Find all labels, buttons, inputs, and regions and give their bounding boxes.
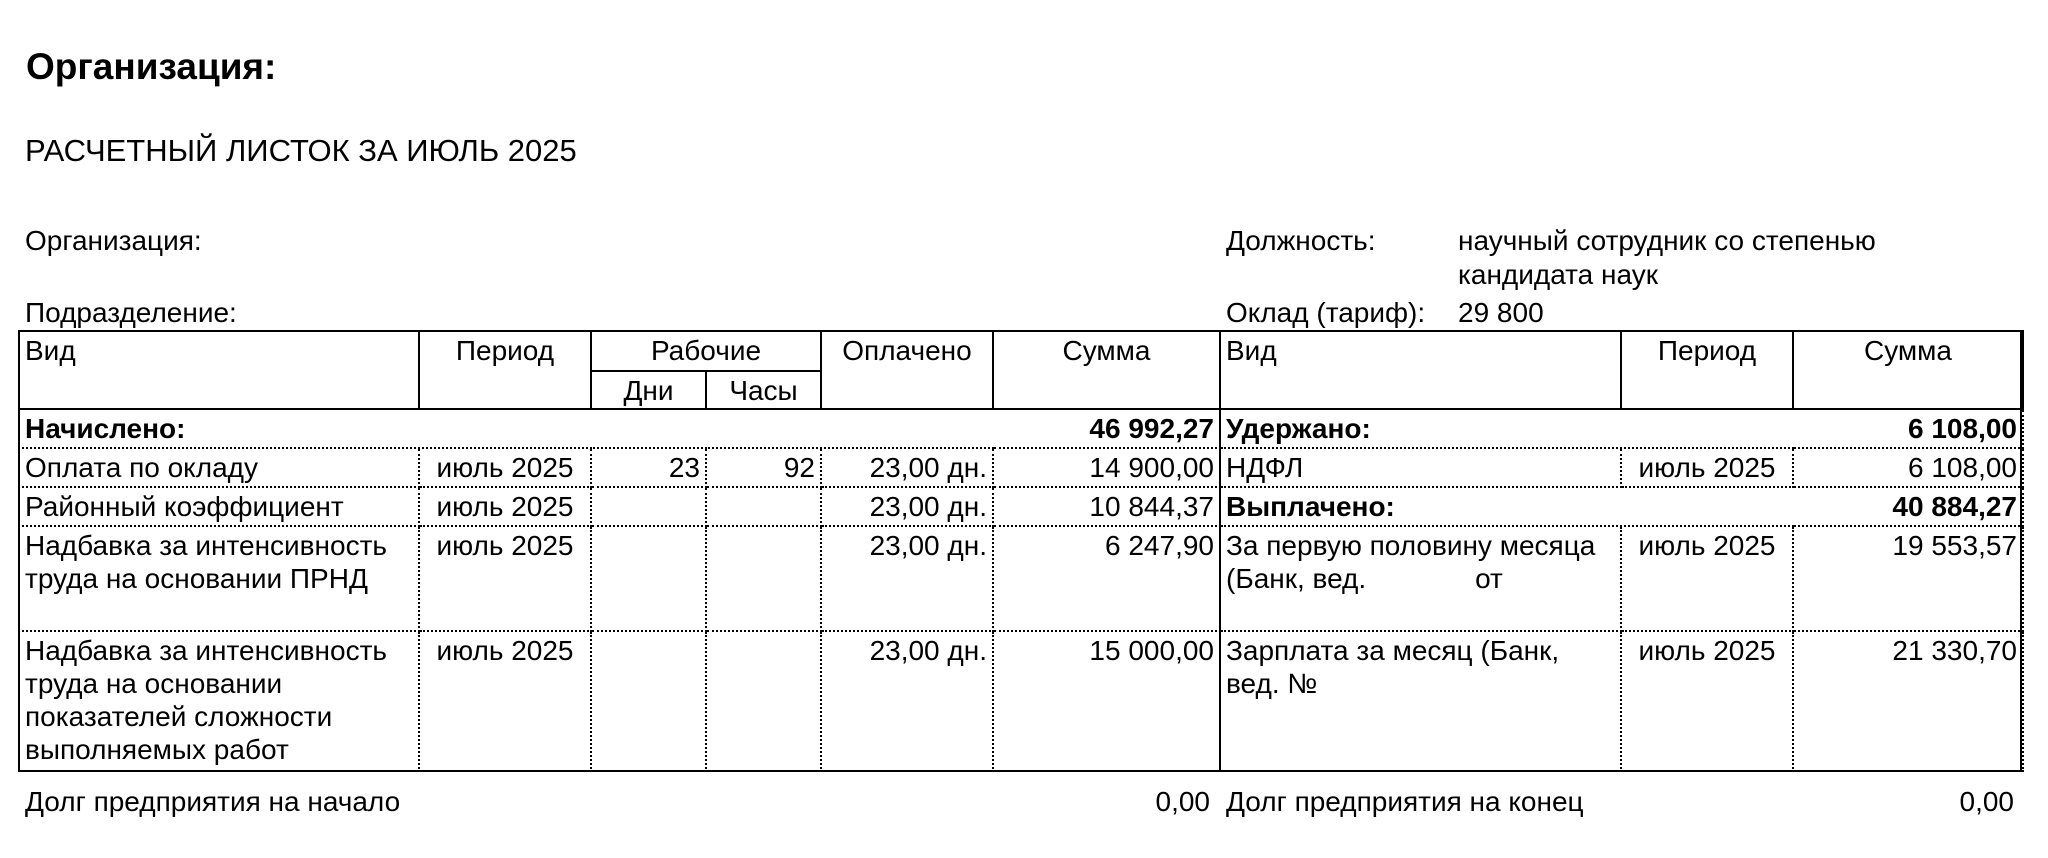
header-summa: Сумма bbox=[993, 331, 1220, 409]
accrual-name: Районный коэффициент bbox=[19, 487, 419, 526]
payment-period: июль 2025 bbox=[1621, 526, 1793, 631]
header-summa-right: Сумма bbox=[1793, 331, 2023, 409]
payment-sum: 21 330,70 bbox=[1793, 631, 2023, 771]
accrual-hours bbox=[706, 487, 821, 526]
payment-sum: 19 553,57 bbox=[1793, 526, 2023, 631]
debt-start-label: Долг предприятия на начало bbox=[25, 786, 401, 817]
payment-name: За первую половину месяца (Банк, вед. от bbox=[1220, 526, 1621, 631]
accrual-days: 23 bbox=[591, 448, 706, 487]
accrual-name: Оплата по окладу bbox=[19, 448, 419, 487]
accrual-sum: 10 844,37 bbox=[993, 487, 1220, 526]
table-row bbox=[19, 526, 2023, 631]
position-value-line2: кандидата наук bbox=[1458, 259, 1659, 290]
debt-start-value: 0,00 bbox=[1155, 786, 1210, 817]
accrual-name: Надбавка за интенсивность труда на основании ПРНД bbox=[19, 526, 419, 631]
salary-label: Оклад (тариф): bbox=[1226, 297, 1426, 328]
position-value-line1: научный сотрудник со степенью bbox=[1458, 225, 1876, 256]
page-title: РАСЧЕТНЫЙ ЛИСТОК ЗА ИЮЛЬ 2025 bbox=[25, 133, 577, 168]
header-period-right: Период bbox=[1621, 331, 1793, 409]
header-period: Период bbox=[419, 331, 591, 409]
document-heading: Организация: bbox=[26, 46, 277, 87]
accrual-period: июль 2025 bbox=[419, 631, 591, 771]
accrual-paid: 23,00 дн. bbox=[821, 448, 993, 487]
accrual-hours: 92 bbox=[706, 448, 821, 487]
debt-end-label: Долг предприятия на конец bbox=[1226, 786, 1584, 817]
paid-label: Выплачено: bbox=[1220, 487, 1793, 526]
accrued-label: Начислено: bbox=[19, 409, 993, 448]
payslip-table bbox=[18, 330, 2024, 772]
accrual-period: июль 2025 bbox=[419, 526, 591, 631]
accrual-paid: 23,00 дн. bbox=[821, 631, 993, 771]
header-dni: Дни bbox=[591, 371, 706, 409]
debt-end-value: 0,00 bbox=[1959, 786, 2014, 817]
position-label: Должность: bbox=[1226, 225, 1376, 256]
accrual-paid: 23,00 дн. bbox=[821, 526, 993, 631]
accrual-days bbox=[591, 526, 706, 631]
accrual-paid: 23,00 дн. bbox=[821, 487, 993, 526]
payment-period: июль 2025 bbox=[1621, 631, 1793, 771]
header-chasy: Часы bbox=[706, 371, 821, 409]
accrual-days bbox=[591, 487, 706, 526]
accrual-hours bbox=[706, 526, 821, 631]
payment-name: Зарплата за месяц (Банк, вед. № bbox=[1220, 631, 1621, 771]
header-oplacheno: Оплачено bbox=[821, 331, 993, 409]
organization-label: Организация: bbox=[25, 225, 202, 256]
table-row bbox=[19, 631, 2023, 771]
table-row bbox=[19, 487, 2023, 526]
withheld-total: 6 108,00 bbox=[1793, 409, 2023, 448]
table-row bbox=[19, 448, 2023, 487]
paid-total: 40 884,27 bbox=[1793, 487, 2023, 526]
accrual-name: Надбавка за интенсивность труда на основании показателей сложности выполняемых работ bbox=[19, 631, 419, 771]
accrual-sum: 6 247,90 bbox=[993, 526, 1220, 631]
withheld-label: Удержано: bbox=[1220, 409, 1793, 448]
header-vid: Вид bbox=[19, 331, 419, 409]
accrual-period: июль 2025 bbox=[419, 487, 591, 526]
accrued-total: 46 992,27 bbox=[993, 409, 1220, 448]
deduction-period: июль 2025 bbox=[1621, 448, 1793, 487]
accrual-hours bbox=[706, 631, 821, 771]
accrual-sum: 14 900,00 bbox=[993, 448, 1220, 487]
accrual-days bbox=[591, 631, 706, 771]
header-vid-right: Вид bbox=[1220, 331, 1621, 409]
deduction-name: НДФЛ bbox=[1220, 448, 1621, 487]
deduction-sum: 6 108,00 bbox=[1793, 448, 2023, 487]
department-label: Подразделение: bbox=[25, 297, 237, 328]
accrual-sum: 15 000,00 bbox=[993, 631, 1220, 771]
accrual-period: июль 2025 bbox=[419, 448, 591, 487]
salary-value: 29 800 bbox=[1458, 297, 1544, 328]
header-rabochie: Рабочие bbox=[591, 331, 821, 371]
